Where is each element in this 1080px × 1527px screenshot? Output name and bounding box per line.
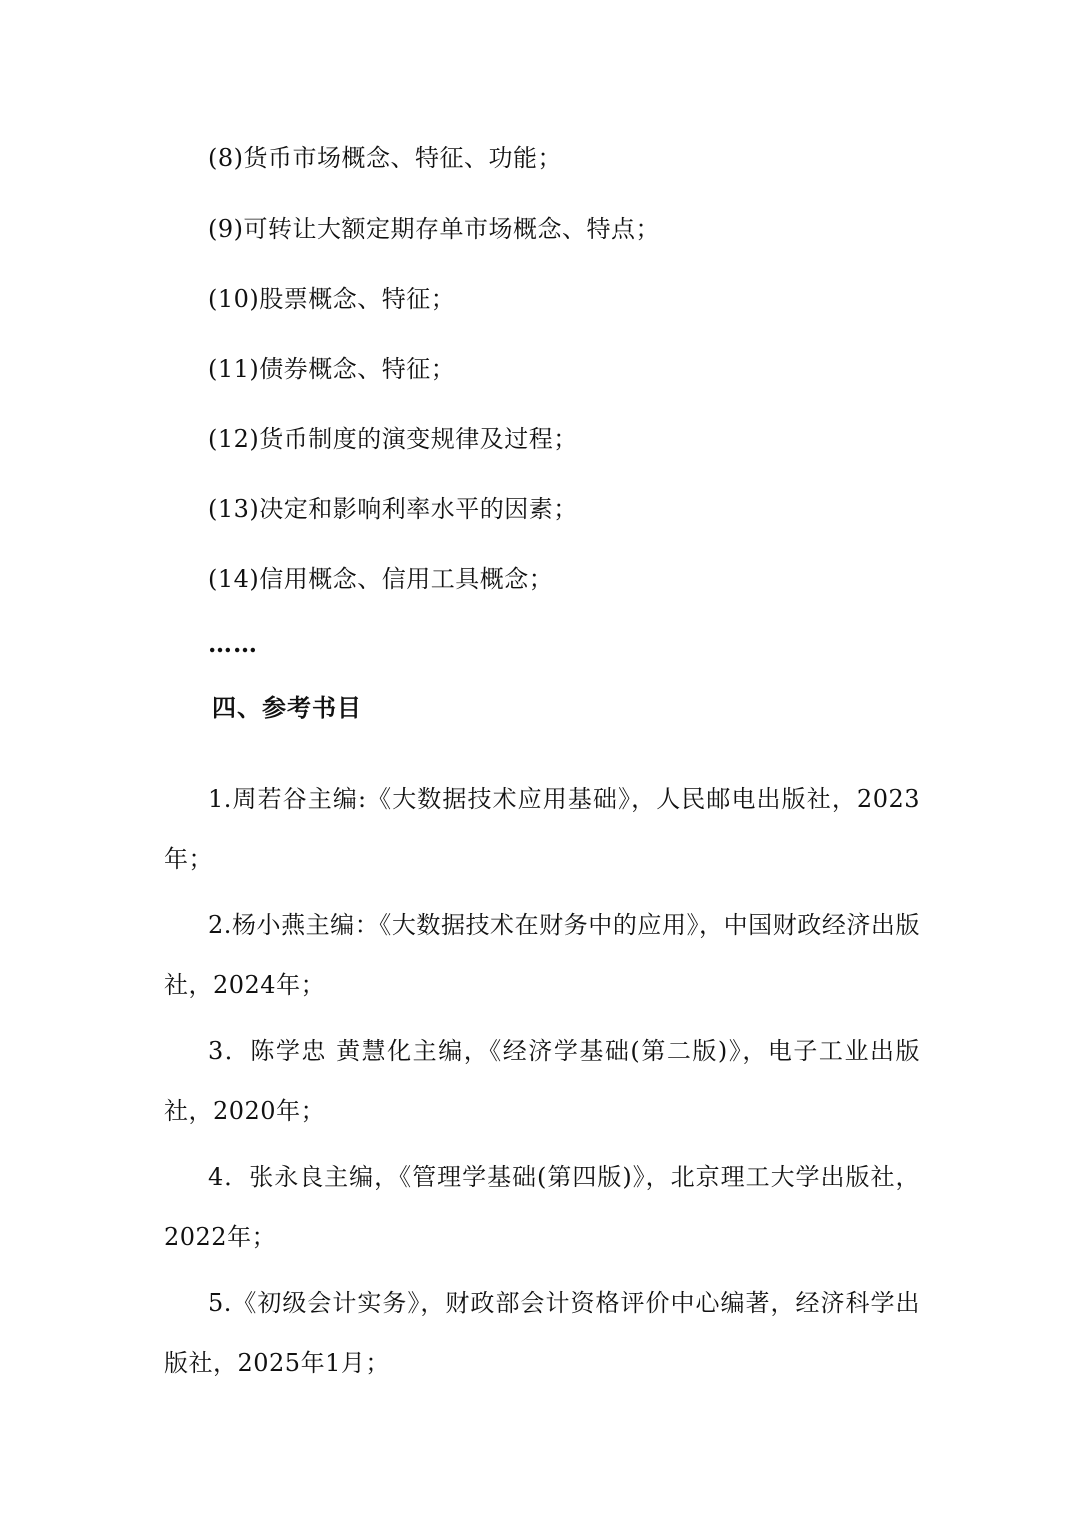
- topic-item-8: (8)货币市场概念、特征、功能；: [208, 144, 562, 172]
- reference-2: 2.杨小燕主编：《大数据技术在财务中的应用》，中国财政经济出版社，2024年；: [164, 911, 920, 999]
- topic-item-11: (11)债券概念、特征；: [208, 355, 456, 383]
- reference-4: 4．张永良主编，《管理学基础(第四版)》，北京理工大学出版社，2022年；: [164, 1163, 920, 1251]
- reference-1: 1.周若谷主编:《大数据技术应用基础》，人民邮电出版社，2023年；: [164, 785, 920, 873]
- reference-3: 3．陈学忠 黄慧化主编，《经济学基础(第二版)》，电子工业出版社，2020年；: [164, 1037, 920, 1125]
- topic-item-9: (9)可转让大额定期存单市场概念、特点；: [208, 215, 660, 243]
- topic-item-13: (13)决定和影响利率水平的因素；: [208, 495, 578, 523]
- section-heading: 四、参考书目: [212, 693, 362, 722]
- topic-item-10: (10)股票概念、特征；: [208, 285, 456, 313]
- reference-5: 5.《初级会计实务》，财政部会计资格评价中心编著，经济科学出版社，2025年1月；: [164, 1289, 920, 1377]
- topic-item-14: (14)信用概念、信用工具概念；: [208, 565, 554, 593]
- ellipsis: ……: [208, 629, 258, 658]
- topic-item-12: (12)货币制度的演变规律及过程；: [208, 425, 578, 453]
